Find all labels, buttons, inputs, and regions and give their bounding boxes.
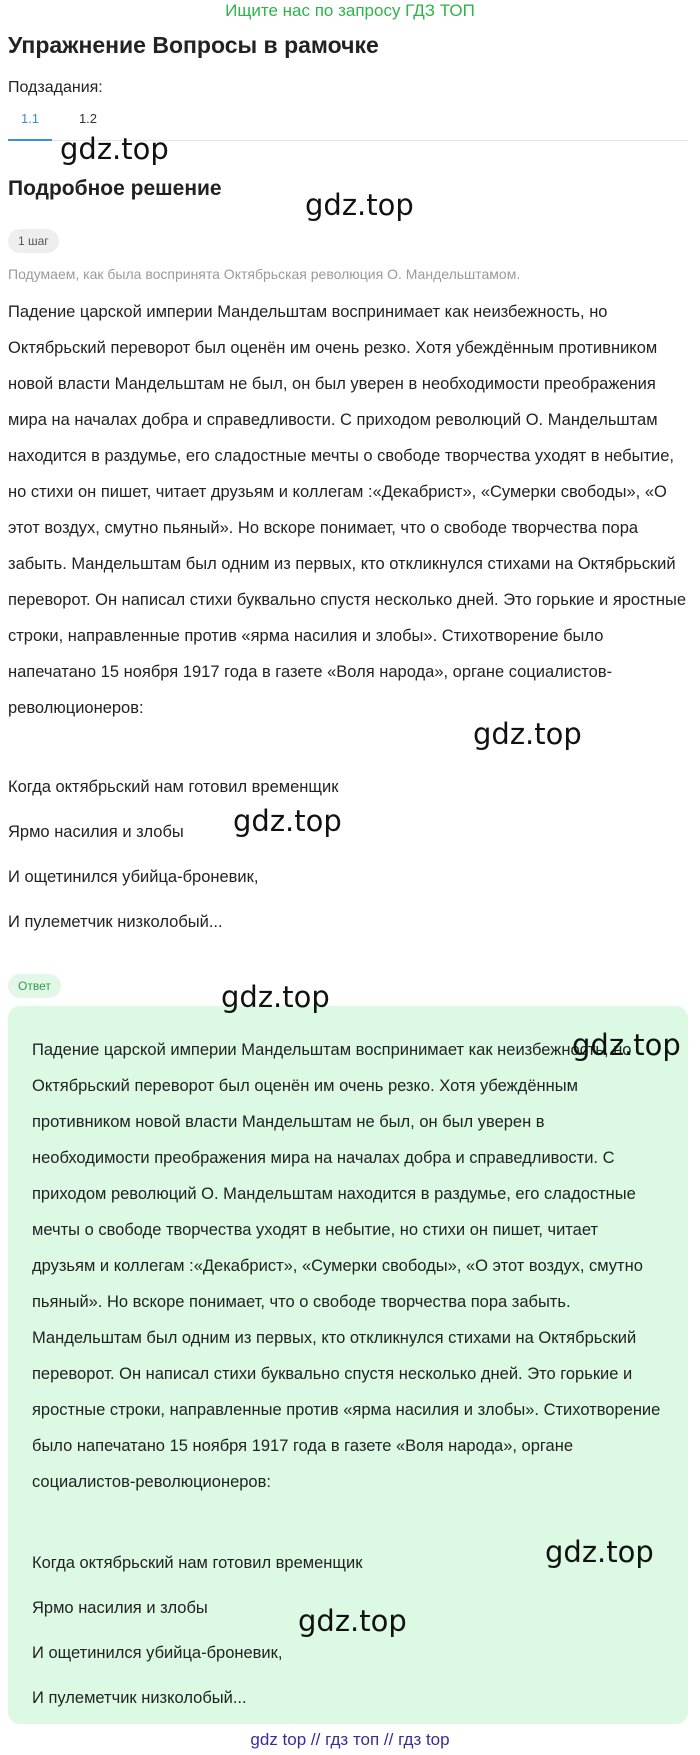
- section-title: Подробное решение: [8, 177, 222, 200]
- answer-verse-line: Ярмо насилия и злобы: [32, 1599, 208, 1617]
- subtasks-label: Подзадания:: [8, 79, 103, 96]
- answer-badge: Ответ: [8, 974, 61, 998]
- footer-links[interactable]: gdz top // гдз топ // гдз top: [250, 1730, 450, 1749]
- promo-banner[interactable]: Ищите нас по запросу ГДЗ ТОП: [225, 1, 475, 20]
- answer-verse-line: И ощетинился убийца-броневик,: [32, 1644, 283, 1662]
- answer-text: Падение царской империи Мандельштам воспринимает как неизбежность, но Октябрьский переворот был оценён им очень резко. Хотя убеждённым противником новой власти Мандельштам не был, он был уверен в необходимости преображения мира на началах добра и справедливости. С приходом революций О. Мандельштам находится в раздумье, его сладостные мечты о свободе творчества уходят в небытие, но стихи он пишет, читает друзьям и коллегам :«Декабрист», «Сумерки свободы», «О этот воздух, смутно пьяный». Но вскоре понимает, что о свободе творчества пора забыть. Мандельштам был одним из первых, кто откликнулся стихами на Октябрьский переворот. Он написал стихи буквально спустя несколько дней. Это горькие и яростные строки, направленные против «ярма насилия и злобы». Стихотворение было напечатано 15 ноября 1917 года в газете «Воля народа», органе социалистов-революционеров:: [32, 1041, 661, 1491]
- watermark: gdz.top: [60, 132, 169, 166]
- solution-text: Падение царской империи Мандельштам воспринимает как неизбежность, но Октябрьский переворот был оценён им очень резко. Хотя убеждённым противником новой власти Мандельштам не был, он был уверен в необходимости преображения мира на началах добра и справедливости. С приходом революций О. Мандельштам находится в раздумье, его сладостные мечты о свободе творчества уходят в небытие, но стихи он пишет, читает друзьям и коллегам :«Декабрист», «Сумерки свободы», «О этот воздух, смутно пьяный». Но вскоре понимает, что о свободе творчества пора забыть. Мандельштам был одним из первых, кто откликнулся стихами на Октябрьский переворот. Он написал стихи буквально спустя несколько дней. Это горькие и яростные строки, направленные против «ярма насилия и злобы». Стихотворение было напечатано 15 ноября 1917 года в газете «Воля народа», органе социалистов-революционеров:: [8, 303, 687, 717]
- page-title: Упражнение Вопросы в рамочке: [8, 32, 379, 58]
- watermark: gdz.top: [545, 1535, 654, 1569]
- hint-text: Подумаем, как была воспринята Октябрьская революция О. Мандельштамом.: [8, 266, 521, 282]
- watermark: gdz.top: [305, 188, 414, 222]
- watermark: gdz.top: [221, 980, 330, 1014]
- verse-line: И ощетинился убийца-броневик,: [8, 868, 259, 886]
- watermark: gdz.top: [233, 804, 342, 838]
- verse-line: Когда октябрьский нам готовил временщик: [8, 778, 339, 796]
- step-badge: 1 шаг: [8, 229, 59, 253]
- watermark: gdz.top: [298, 1604, 407, 1638]
- answer-verse-line: И пулеметчик низколобый...: [32, 1689, 247, 1707]
- watermark: gdz.top: [473, 717, 582, 751]
- verse-line: И пулеметчик низколобый...: [8, 913, 223, 931]
- verse-line: Ярмо насилия и злобы: [8, 823, 184, 841]
- watermark: gdz.top: [572, 1028, 681, 1062]
- tab-1-2[interactable]: 1.2: [78, 111, 98, 126]
- tab-1-1[interactable]: 1.1: [8, 108, 52, 141]
- answer-verse-line: Когда октябрьский нам готовил временщик: [32, 1554, 363, 1572]
